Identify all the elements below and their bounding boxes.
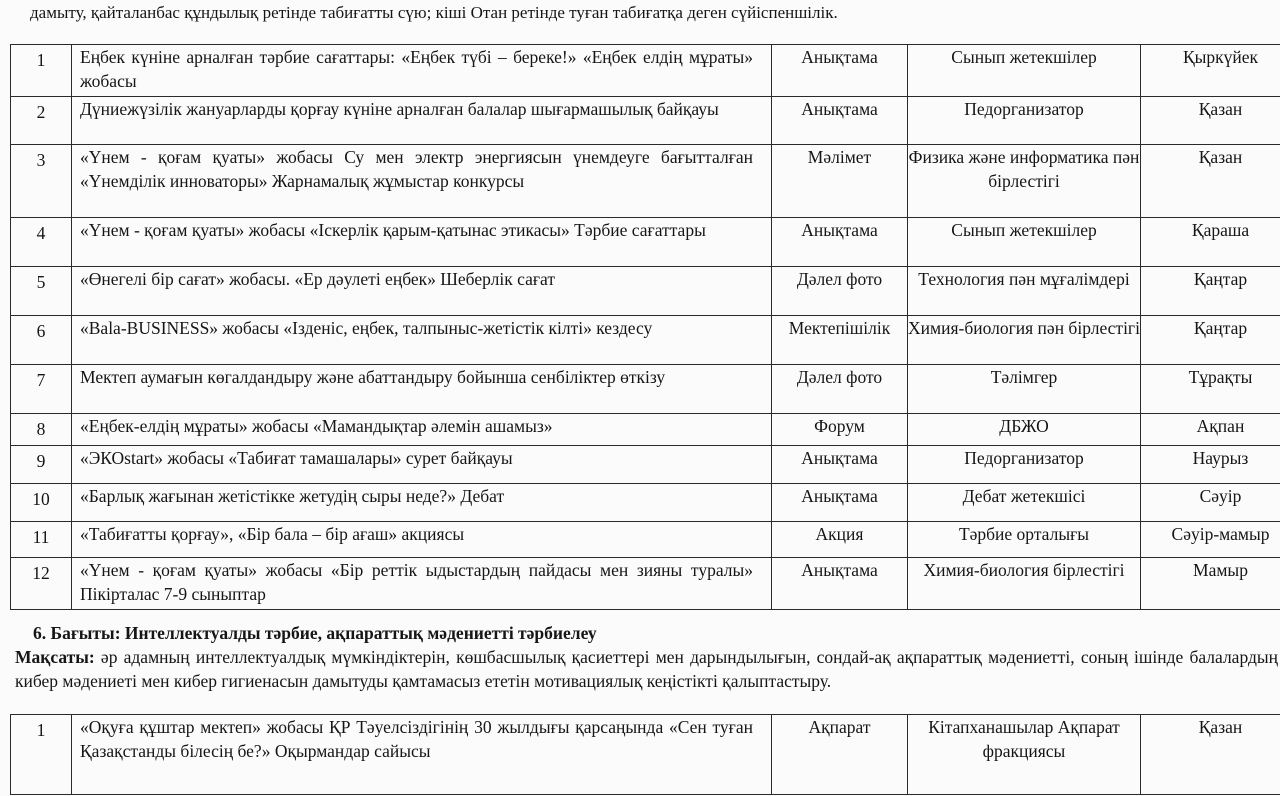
row-number-cell: 6 [11, 316, 72, 365]
event-name-cell: «Өнегелі бір сағат» жобасы. «Ер дәулеті еңбек» Шеберлік сағат [72, 267, 772, 316]
table-row [11, 218, 1280, 267]
completion-form-cell: Анықтама [772, 97, 908, 145]
deadline-cell: Қыркүйек [1141, 45, 1280, 97]
goal-label: Мақсаты: [15, 647, 95, 667]
row-number-cell: 7 [11, 365, 72, 414]
row-number-cell: 8 [11, 414, 72, 446]
event-name-cell: «Үнем - қоғам қуаты» жобасы «Іскерлік қарым-қатынас этикасы» Тәрбие сағаттары [72, 218, 772, 267]
table-row [11, 145, 1280, 218]
row-number-cell: 10 [11, 484, 72, 522]
event-name-cell: Дүниежүзілік жануарларды қорғау күніне арналған балалар шығармашылық байқауы [72, 97, 772, 145]
row-number-cell: 9 [11, 446, 72, 484]
completion-form-cell: Форум [772, 414, 908, 446]
event-name-cell: «Еңбек-елдің мұраты» жобасы «Мамандықтар әлемін ашамыз» [72, 414, 772, 446]
table-row [11, 97, 1280, 145]
event-name-cell: Мектеп аумағын көгалдандыру және абаттандыру бойынша сенбіліктер өткізу [72, 365, 772, 414]
deadline-cell: Қаңтар [1141, 267, 1280, 316]
completion-form-cell: Анықтама [772, 218, 908, 267]
event-name-cell: «Үнем - қоғам қуаты» жобасы «Бір реттік ыдыстардың пайдасы мен зияны туралы» Пікірталас 7-9 сыныптар [72, 558, 772, 610]
responsible-cell: Технология пән мұғалімдері [908, 267, 1141, 316]
table-row [11, 522, 1280, 558]
deadline-cell: Ақпан [1141, 414, 1280, 446]
row-number-cell: 4 [11, 218, 72, 267]
responsible-cell: Тәрбие орталығы [908, 522, 1141, 558]
table-row [11, 45, 1280, 97]
responsible-cell: Химия-биология пән бірлестігі [908, 316, 1141, 365]
row-number-cell: 12 [11, 558, 72, 610]
deadline-cell: Қараша [1141, 218, 1280, 267]
event-name-cell: Еңбек күніне арналған тәрбие сағаттары: «Еңбек түбі – береке!» «Еңбек елдің мұраты» жобасы [72, 45, 772, 97]
activity-table [10, 44, 1280, 610]
completion-form-cell: Анықтама [772, 45, 908, 97]
table-row [11, 484, 1280, 522]
deadline-cell: Наурыз [1141, 446, 1280, 484]
activity-table-2 [10, 714, 1280, 795]
completion-form-cell: Акция [772, 522, 908, 558]
completion-form-cell: Ақпарат [772, 715, 908, 795]
table-row [11, 446, 1280, 484]
completion-form-cell: Анықтама [772, 446, 908, 484]
responsible-cell: Кітапханашылар Ақпарат фракциясы [908, 715, 1141, 795]
deadline-cell: Сәуір-мамыр [1141, 522, 1280, 558]
intro-text: дамыту, қайталанбас құндылық ретінде табиғатты сүю; кіші Отан ретінде туған табиғатқа деген сүйіспеншілік. [30, 3, 838, 22]
deadline-cell: Сәуір [1141, 484, 1280, 522]
event-name-cell: «Барлық жағынан жетістікке жетудің сыры неде?» Дебат [72, 484, 772, 522]
table-row [11, 414, 1280, 446]
event-name-cell: «Үнем - қоғам қуаты» жобасы Су мен электр энергиясын үнемдеуге бағытталған «Үнемділік инноваторы» Жарнамалық жұмыстар конкурсы [72, 145, 772, 218]
deadline-cell: Мамыр [1141, 558, 1280, 610]
responsible-cell: Педорганизатор [908, 97, 1141, 145]
event-name-cell: «Bala-BUSINESS» жобасы «Ізденіс, еңбек, талпыныс-жетістік кілті» кездесу [72, 316, 772, 365]
section-6 [0, 621, 1280, 693]
responsible-cell: Сынып жетекшілер [908, 218, 1141, 267]
responsible-cell: Дебат жетекшісі [908, 484, 1141, 522]
responsible-cell: Педорганизатор [908, 446, 1141, 484]
row-number-cell: 5 [11, 267, 72, 316]
completion-form-cell: Анықтама [772, 558, 908, 610]
table-row [11, 316, 1280, 365]
row-number-cell: 2 [11, 97, 72, 145]
row-number-cell: 11 [11, 522, 72, 558]
event-name-cell: «ЭКОstart» жобасы «Табиғат тамашалары» сурет байқауы [72, 446, 772, 484]
completion-form-cell: Мәлімет [772, 145, 908, 218]
deadline-cell: Қазан [1141, 97, 1280, 145]
table-row [11, 267, 1280, 316]
completion-form-cell: Анықтама [772, 484, 908, 522]
table-row [11, 365, 1280, 414]
event-name-cell: «Табиғатты қорғау», «Бір бала – бір ағаш» акциясы [72, 522, 772, 558]
deadline-cell: Қазан [1141, 715, 1280, 795]
deadline-cell: Қаңтар [1141, 316, 1280, 365]
responsible-cell: Физика және информатика пән бірлестігі [908, 145, 1141, 218]
section-title: 6. Бағыты: Интеллектуалды тәрбие, ақпараттық мәдениетті тәрбиелеу [33, 623, 597, 643]
row-number-cell: 1 [11, 715, 72, 795]
completion-form-cell: Дәлел фото [772, 365, 908, 414]
responsible-cell: Сынып жетекшілер [908, 45, 1141, 97]
section-goal [0, 645, 1280, 693]
responsible-cell: Тәлімгер [908, 365, 1141, 414]
table-row [11, 558, 1280, 610]
responsible-cell: ДБЖО [908, 414, 1141, 446]
row-number-cell: 3 [11, 145, 72, 218]
event-name-cell: «Оқуға құштар мектеп» жобасы ҚР Тәуелсіздігінің 30 жылдығы қарсаңында «Сен туған Қазақстанды білесің бе?» Оқырмандар сайысы [72, 715, 772, 795]
deadline-cell: Тұрақты [1141, 365, 1280, 414]
responsible-cell: Химия-биология бірлестігі [908, 558, 1141, 610]
completion-form-cell: Мектепішілік [772, 316, 908, 365]
goal-text: әр адамның интеллектуалдық мүмкіндіктерін, көшбасшылық қасиеттері мен дарындылығын, сондай-ақ ақпараттық мәдениетті, соның ішінде балалардың кибер мәдениеті мен кибер гигиенасын дамытуды қамтамасыз ететін мотивациялық кеңістікті қалыптастыру. [15, 647, 1278, 691]
table-row [11, 715, 1280, 795]
completion-form-cell: Дәлел фото [772, 267, 908, 316]
row-number-cell: 1 [11, 45, 72, 97]
deadline-cell: Қазан [1141, 145, 1280, 218]
